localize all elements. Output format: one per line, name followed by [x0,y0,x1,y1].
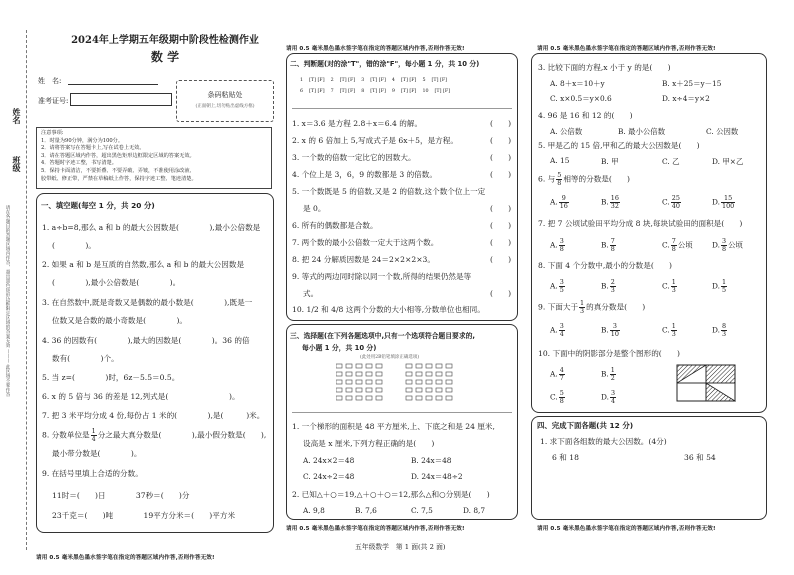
s4-q1: 1. 求下面各组数的最大公因数。(4分) [540,437,667,446]
s3-q9-letter-d: D. [712,325,721,335]
s3-q8-frac-b [610,279,616,294]
omr-n4: 4 [391,78,395,83]
warning-left: 请用 0.5 毫米黑色墨水签字笔在指定的答题区域内作答,否则作答无效! [36,555,215,561]
s3-q6-d-num: 15 [721,195,735,203]
s1-line-12 [42,428,266,443]
s2-answer-9[interactable]: ( ) [490,289,512,298]
s3-q4-opt-c[interactable]: C. 公因数 [706,127,739,136]
s3-q10: 10. 下面中的阴影部分是整个图形的( ) [538,349,680,358]
s2-item-4: 4. 个位上是 3，6，9 的数都是 3 的倍数。 [292,170,437,179]
s3-q10-letter-c: C. [550,392,558,402]
cut-line [26,30,27,550]
s3-q7-letter-a: A. [550,240,558,250]
s3-q7-d-den: 8 [722,245,727,253]
s1-line-9: 5. 当 z=( )时，6z－5.5＝0.5。 [42,373,180,382]
section1-title: 一、填空题(每空 1 分，共 20 分) [41,201,155,210]
s3-q7-frac-b [610,238,616,253]
s3-q9-frac-c [671,323,677,338]
exam-no-label: 准考证号: [38,97,69,105]
s3-q9-frac-a [559,323,565,338]
section3b-panel [531,53,767,413]
s1-line-14: 9. 在括号里填上合适的分数。 [42,469,143,478]
s3-q7-opt-d[interactable] [712,238,743,253]
s3-q7-d-unit: 公顷 [728,240,743,250]
s3-q6-frac [556,172,562,187]
s3-q2-opt-b[interactable]: B. 7,6 [355,506,377,515]
s3-q9-letter-a: A. [550,325,558,335]
s3-q7-c-den: 8 [671,245,676,253]
s3-q10-opt-d[interactable] [601,390,617,405]
s3-q7-opt-b[interactable] [601,238,617,253]
s3-q8-frac-d [721,279,727,294]
s3-q7-frac-d [721,238,727,253]
s3-q6-opt-a[interactable] [550,195,570,210]
s1-line-7: 4. 36 的因数有( ),最大的因数是( )。36 的倍 [42,336,250,345]
s3-q8-opt-b[interactable] [601,279,617,294]
s2-answer-3[interactable]: ( ) [490,153,512,162]
s3-q9-prefix: 9. 下面大于 [538,302,579,312]
note-3: 3．请在答题区域内作答，超出黑色矩形边框限定区域的答案无效。 [41,152,195,159]
name-label: 姓 名: [38,77,62,85]
s3-q9-frac [579,300,585,315]
s2-answer-8[interactable]: ( ) [490,255,512,264]
s3-q8-opt-c[interactable] [662,279,678,294]
s2-item-10: 10. 1/2 和 4/8 这两个分数的大小相等,分数单位也相同。 [292,305,485,314]
s3-q6-frac-d [721,195,735,210]
omr-n8: 8 [361,89,365,94]
s3-q8: 8. 下面 4 个分数中,最小的分数是( ) [538,261,672,270]
s3-q6-opt-c[interactable] [662,195,682,210]
s3-q6-frac-b [610,195,620,210]
s1-line-8: 数有( )个。 [52,354,119,363]
note-4: 4．答题时字迹工整，书写清楚。 [41,160,117,167]
s3-q7-letter-d: D. [712,240,721,250]
s3-q7-a-num: 3 [559,237,564,245]
s3-q5-opt-b[interactable]: B. 甲 [601,157,619,166]
s3-q9-c-den: 3 [671,330,676,338]
s3-q10-frac-a [559,367,565,382]
s3-q2-opt-c[interactable]: C. 7,5 [411,506,433,515]
s3-q1-opt-d[interactable]: D. 24x＝48÷2 [411,472,463,481]
s3-q2-opt-a[interactable]: A. 9,8 [303,506,325,515]
s3-q8-opt-d[interactable] [712,279,728,294]
s3-q10-opt-c[interactable] [550,390,566,405]
barcode-box [176,80,274,122]
s3-q9-opt-c[interactable] [662,323,678,338]
omr-n6: 6 [300,89,304,94]
warning-right-top: 请用 0.5 毫米黑色墨水签字笔在指定的答题区域内作答,否则作答无效! [537,46,716,52]
s3-q6-b-den: 32 [610,202,619,210]
s2-item-5b: 是 0。 [303,204,326,213]
s3-q3-opt-c[interactable]: C. x×0.5＝y×0.6 [550,94,612,103]
s3-omr-grid[interactable] [336,362,476,408]
s2-omr-row1 [300,78,500,83]
s3-q7-c-unit: 公顷 [677,240,693,250]
s4-pair-2: 36 和 54 [684,453,716,462]
s3-q8-c-den: 3 [671,286,676,294]
s3-q10-letter-d: D. [601,392,610,402]
s3-q7-b-den: 8 [610,245,615,253]
s3-q10-opt-a[interactable] [550,367,566,382]
s3-q10-frac-b [610,367,616,382]
s1-line-6: 位数又是合数的最小奇数是( )。 [52,316,188,325]
omr-b4[interactable]: [T] [F] [400,78,417,83]
omr-n3: 3 [361,78,365,83]
s3-q6-suffix: 相等的分数是( ) [563,174,631,184]
s3-q8-letter-a: A. [550,281,558,291]
s3-q9-opt-d[interactable] [712,323,728,338]
omr-n5: 5 [422,78,426,83]
s3-q10-d-den: 4 [611,397,616,405]
omr-b3[interactable]: [T] [F] [370,78,386,83]
s3-q10-opt-b[interactable] [601,367,617,382]
s3-omr-svg [336,362,476,408]
s3-q10-a-den: 7 [559,374,564,382]
s1-q8-prefix: 8. 分数单位是 [42,430,90,440]
s3-q6-d-den: 100 [722,202,735,210]
warning-mid-bottom: 请用 0.5 毫米黑色墨水签字笔在指定的答题区域内作答,否则作答无效! [286,526,465,532]
s3-q10-b-num: 1 [610,366,615,374]
s2-item-9: 9. 等式的两边同时除以同一个数,所得的结果仍然是等 [292,272,472,281]
s3-q9-opt-b[interactable] [601,323,621,338]
s3-q9-letter-b: B. [601,325,609,335]
s2-item-1: 1. x＝3.6 是方程 2.8＋x＝6.4 的解。 [292,119,423,128]
s3-q2: 2. 已知△＋○＝19,△＋○＋○＝12,那么△和○分别是( ) [292,490,490,499]
omr-n1: 1 [300,78,304,83]
note-2: 2．请将答案写在答题卡上,写在试卷上无效。 [41,145,145,152]
s3-q10-letter-a: A. [550,369,558,379]
s3-q6-letter-c: C. [662,197,670,207]
s3-q3: 3. 比较下面的方程,x 小于 y 的是( ) [538,63,671,72]
s3-q7-letter-b: B. [601,240,609,250]
s1-line-16: 23千克＝( )吨 19平方分米＝( )平方米 [52,511,236,520]
margin-note: 请在各题目的答题区域内作答，超出黑色矩形边框限定区域的答案无效 ——— 此区域不要作答 [5,205,10,397]
s3-q8-letter-b: B. [601,281,609,291]
s3-q8-letter-c: C. [662,281,670,291]
s3-q7-opt-c[interactable] [662,238,693,253]
s3-q8-a-den: 5 [559,286,564,294]
s2-omr-rule [292,108,512,109]
s3-q7-b-num: 7 [610,237,615,245]
s3-q6-prefix: 6. 与 [538,174,556,184]
s3-q3-opt-d[interactable]: D. x÷4＝y×2 [662,94,710,103]
side-label-name: 姓名 [12,108,22,124]
s4-pair-1: 6 和 18 [552,453,579,462]
omr-b8[interactable]: [T] [F] [370,89,386,94]
s3-q2-opt-d[interactable]: D. 8,7 [463,506,486,515]
s3-q6 [538,172,630,187]
omr-b10[interactable]: [T] [F] [434,89,451,94]
s3-q1-opt-a[interactable]: A. 24x×2＝48 [303,456,355,465]
s2-item-9b: 式。 [303,289,319,298]
omr-b7[interactable]: [T] [F] [339,89,356,94]
s2-item-6: 6. 所有的偶数都是合数。 [292,221,378,230]
s2-answer-5[interactable]: ( ) [490,204,512,213]
s3-q1b: 设高是 x 厘米,下列方程正确的是( ) [303,439,435,448]
s3-q9-a-den: 4 [559,330,564,338]
s1-line-3: 2. 如果 a 和 b 是互质的自然数,那么 a 和 b 的最大公因数是 [42,260,245,269]
notes-box [36,127,272,189]
s1-line-13: 最小带分数是( )。 [52,449,142,458]
s3-omr-rule [292,412,512,413]
s3-q3-opt-b[interactable]: B. x＋25＝y－15 [662,79,722,88]
s2-answer-2[interactable]: ( ) [490,136,512,145]
s3-q6-letter-a: A. [550,197,558,207]
s3-q9-frac-b [610,323,620,338]
s2-omr-block [300,78,500,106]
s3-q6-opt-b[interactable] [601,195,621,210]
s2-item-5: 5. 一个数既是 5 的倍数,又是 2 的倍数,这个数个位上一定 [292,187,486,196]
s3-q6-a-num: 9 [559,195,569,203]
s3-q6-frac-a [559,195,569,210]
s3-q7: 7. 把 7 公顷试验田平均分成 8 块,每块试验田的面积是( ) [538,219,743,228]
s3-q1-opt-c[interactable]: C. 24x÷2＝48 [303,472,355,481]
omr-b6[interactable]: [T] [F] [309,89,325,94]
section4-title: 四、完成下面各题(共 12 分) [537,421,634,430]
s3-q9-letter-c: C. [662,325,670,335]
s1-line-11: 7. 把 3 米平均分成 4 份,每份占 1 米的( ),是( )米。 [42,411,265,420]
section3-title: 三、选择题(在下列各题选项中,只有一个选项符合题目要求的, [290,332,475,340]
s3-q4: 4. 96 是 16 和 12 的( ) [538,111,633,120]
s3-q9-d-den: 3 [722,330,727,338]
omr-n10: 10 [422,89,429,94]
section2-title: 二、判断题(对的涂"T"，错的涂"F"，每小题 1 分，共 10 分) [290,60,480,68]
s3-q8-d-num: 1 [722,278,727,286]
s3-q9-suffix: 的真分数是( ) [586,302,646,312]
s1-line-5: 3. 在自然数中,既是奇数又是偶数的最小数是( ),既是一 [42,298,253,307]
s3-q1-opt-b[interactable]: B. 24x＝48 [411,456,452,465]
s2-answer-7[interactable]: ( ) [490,238,512,247]
s3-q6-b-num: 16 [610,194,619,202]
s1-line-2: ( )。 [52,241,96,250]
s1-line-1: 1. a÷b=8,那么 a 和 b 的最大公因数是( ),最小公倍数是 [42,223,261,232]
s3-q5-opt-c[interactable]: C. 乙 [662,157,680,166]
s3-q8-b-den: 3 [610,286,615,294]
s3-q7-a-den: 8 [559,245,564,253]
s2-item-3: 3. 一个数的倍数一定比它的因数大。 [292,153,416,162]
s3-omr-note: (此处用2B铅笔填涂正确选项) [360,355,420,360]
omr-b1[interactable]: [T] [F] [309,78,325,83]
s3-q6-c-den: 40 [671,202,680,210]
name-field[interactable] [68,84,158,85]
s3-q9 [538,300,645,315]
s3-q10-c-num: 5 [559,389,564,397]
s3-q6-opt-d[interactable] [712,195,736,210]
s3-q8-frac-c [671,279,677,294]
s3-q10-c-den: 8 [559,397,564,405]
s1-q8-fraction [91,428,97,443]
s3-q8-b-num: 2 [610,278,615,286]
s2-item-7: 7. 两个数的最小公倍数一定大于这两个数。 [292,238,439,247]
s3-q9-frac-d [721,323,727,338]
s3-q9-b-num: 3 [610,323,620,331]
notes-title: 注意事项: [41,130,64,136]
s3-q6-num: 5 [557,171,562,179]
barcode-title: 条码粘贴处 [207,91,243,99]
omr-b9[interactable]: [T] [F] [400,89,417,94]
s3-q10-a-num: 4 [559,366,564,374]
s3-q7-c-num: 7 [671,237,676,245]
s3-q5-opt-d[interactable]: D. 甲×乙 [712,157,744,166]
exam-title: 2024年上学期五年级期中阶段性检测作业 [71,35,259,46]
s1-q8-den: 4 [91,435,96,443]
s2-answer-6[interactable]: ( ) [490,221,512,230]
omr-b5[interactable]: [T] [F] [431,78,448,83]
s3-q10-letter-b: B. [601,369,609,379]
s2-omr-row2 [300,89,500,94]
s3-q8-opt-a[interactable] [550,279,566,294]
s3-q9-c-num: 1 [671,322,676,330]
note-1: 1．时量为90分钟，满分为100分。 [41,137,124,144]
s3-q4-opt-a[interactable]: A. 公倍数 [550,127,583,136]
s3-q3-opt-a[interactable]: A. 8＋x＝10＋y [550,79,605,88]
s2-item-8: 8. 把 24 分解质因数是 24＝2×2×2×3。 [292,255,435,264]
s3-q9-num: 1 [580,299,585,307]
s3-q6-c-num: 25 [671,194,680,202]
omr-n9: 9 [391,89,395,94]
s2-answer-4[interactable]: ( ) [490,170,512,179]
page-footer: 五年级数学 第 1 面(共 2 面) [355,543,446,551]
s3-q8-c-num: 1 [671,278,676,286]
shaded-figure [676,364,736,402]
note-5: 5．保持卡面清洁，不要折叠、不要弄破、弄皱，不准使用涂改液、 [41,167,195,174]
omr-b2[interactable]: [T] [F] [339,78,356,83]
s3-q6-a-den: 16 [559,202,568,210]
s3-q8-frac-a [559,279,565,294]
side-label-class: 班级 [12,156,22,172]
s3-q6-letter-b: B. [601,197,609,207]
s3-q8-letter-d: D. [712,281,721,291]
s3-q9-den: 3 [580,307,585,315]
s3-q8-d-den: 5 [722,286,727,294]
s2-answer-1[interactable]: ( ) [490,119,512,128]
section3-title2: 每小题 1 分，共 10 分) [302,344,377,352]
s3-q10-frac-c [559,390,565,405]
s3-q5-opt-a[interactable]: A. 15 [550,156,570,165]
s2-item-2: 2. x 的 6 倍加上 5,写成式子是 6x＋5，是方程。 [292,136,458,145]
note-6: 胶带纸、修正带，严禁在草稿纸上作答，保持字迹工整、笔迹清楚。 [41,175,197,182]
s3-q5: 5. 甲是乙的 15 倍,甲和乙的最大公因数是( ) [538,141,700,150]
s3-q10-d-num: 3 [611,389,616,397]
subject-title: 数 学 [150,50,180,64]
s3-q7-frac-c [671,238,677,253]
s3-q7-opt-a[interactable] [550,238,566,253]
s3-q6-frac-c [671,195,681,210]
s3-q10-frac-d [610,390,616,405]
s3-q8-a-num: 3 [559,278,564,286]
omr-n2: 2 [330,78,334,83]
barcode-note: (正面朝上,切勿贴出虚线方框) [195,104,255,109]
s1-line-10: 6. x 的 5 倍与 36 的差是 12,列式是( )。 [42,392,240,401]
section4-panel [531,416,767,520]
s3-q10-b-den: 2 [610,374,615,382]
s3-q6-letter-d: D. [712,197,721,207]
s3-q9-b-den: 10 [610,330,619,338]
s1-q8-num: 1 [91,427,96,435]
s3-q7-letter-c: C. [662,240,670,250]
s1-q8-suffix: 分之最大真分数是( ),最小假分数是( ), [97,430,267,440]
s3-q7-frac-a [559,238,565,253]
s1-line-15: 11时＝( )日 37秒＝( )分 [52,491,190,500]
warning-mid-top: 请用 0.5 毫米黑色墨水签字笔在指定的答题区域内作答,否则作答无效! [286,46,465,52]
s3-q4-opt-b[interactable]: B. 最小公倍数 [618,127,666,136]
s1-line-4: ( ),最小公倍数是( )。 [52,278,181,287]
s3-q9-a-num: 3 [559,322,564,330]
warning-right-bottom: 请用 0.5 毫米黑色墨水签字笔在指定的答题区域内作答,否则作答无效! [537,526,716,532]
s3-q6-den: 8 [557,179,562,187]
s3-q9-d-num: 8 [722,322,727,330]
s3-q1: 1. 一个梯形的面积是 48 平方厘米,上、下底之和是 24 厘米, [292,422,495,431]
exam-no-grid[interactable] [70,93,172,106]
s3-q7-d-num: 3 [722,237,727,245]
s3-q9-opt-a[interactable] [550,323,566,338]
omr-n7: 7 [330,89,334,94]
